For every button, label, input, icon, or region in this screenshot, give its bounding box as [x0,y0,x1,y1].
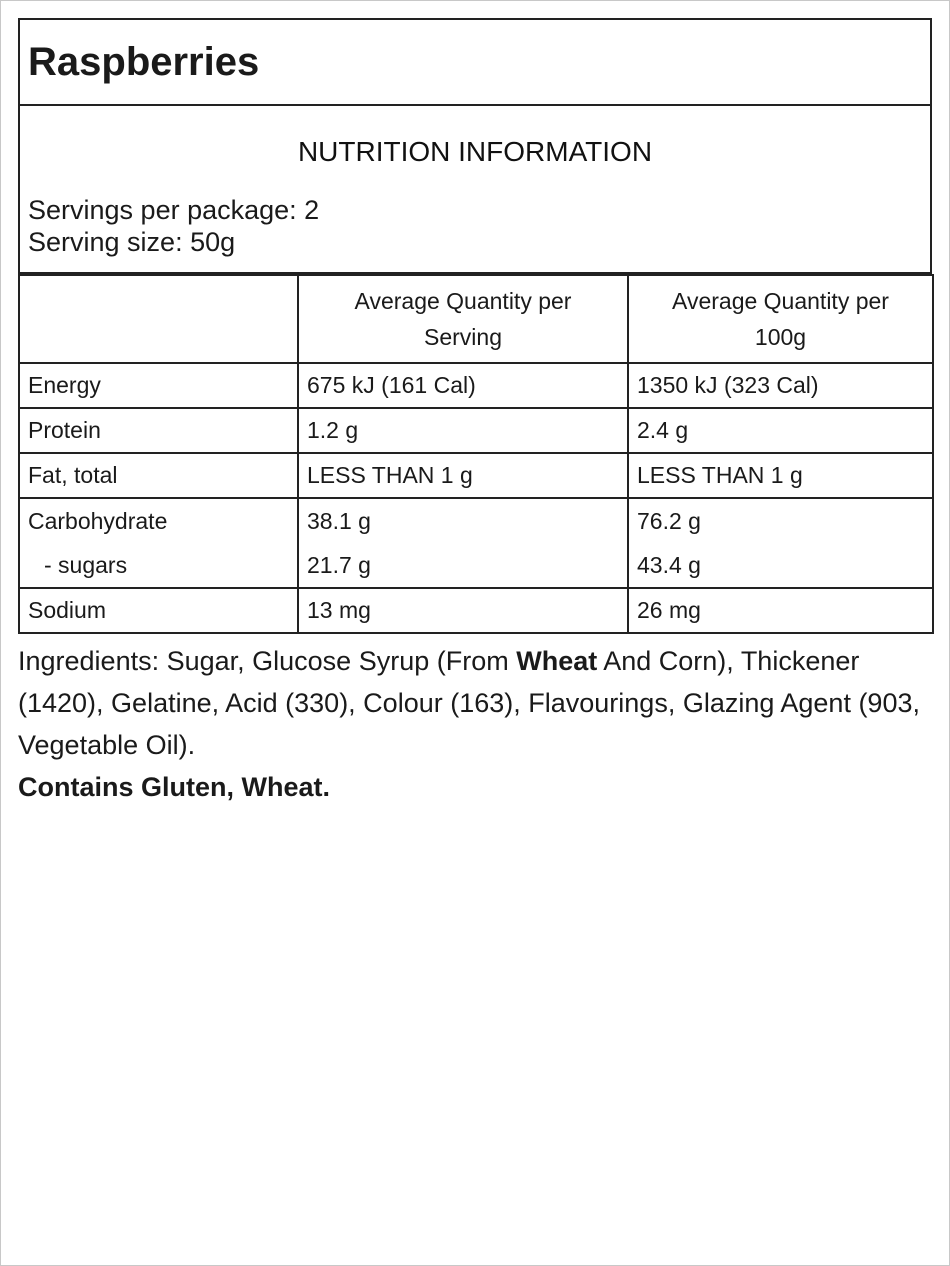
ingredients-prefix: Ingredients: Sugar, Glucose Syrup (From [18,646,517,676]
row-per-serving: LESS THAN 1 g [298,453,628,498]
sub-row-label: - sugars [44,551,128,578]
table-row [19,588,933,633]
table-row [19,363,933,408]
row-per-100g: 2.4 g [628,408,933,453]
row-label: Sodium [19,588,298,633]
servings-info [28,194,319,258]
allergen-statement: Contains Gluten, Wheat. [18,772,331,802]
row-label: Carbohydrate [28,507,168,534]
sub-row-per-100g: 43.4 g [637,551,701,578]
header-per-100g: Average Quantity per 100g [628,275,933,363]
header-blank [19,275,298,363]
servings-per-package: Servings per package: 2 [28,195,320,225]
table-row-carbohydrate [19,498,933,588]
table-row [19,453,933,498]
nutrition-heading: NUTRITION INFORMATION [297,136,653,167]
product-title-box [18,18,932,106]
row-per-serving: 1.2 g [298,408,628,453]
sub-row-per-serving: 21.7 g [307,551,371,578]
ingredients-bold-wheat: Wheat [516,646,598,676]
row-per-100g: 26 mg [628,588,933,633]
nutrition-table [18,274,934,634]
nutrition-panel [18,18,932,634]
row-label-cell [19,498,298,588]
nutrition-info-box [18,106,932,274]
row-per-100g: 1350 kJ (323 Cal) [628,363,933,408]
table-row [19,408,933,453]
row-per-100g: LESS THAN 1 g [628,453,933,498]
row-label: Protein [19,408,298,453]
ingredients-suffix: And Corn), Thickener (1420), Gelatine, Acid (330), Colour (163), Flavourings, Glazing Agent (903, Vegetable Oil). [18,646,920,760]
header-per-serving: Average Quantity per Serving [298,275,628,363]
ingredients-text [18,640,932,766]
product-title: Raspberries [28,39,260,84]
serving-size: Serving size: 50g [28,227,236,257]
row-per-serving: 38.1 g [307,507,371,534]
row-per-100g-cell [628,498,933,588]
row-label: Energy [19,363,298,408]
row-per-100g: 76.2 g [637,507,701,534]
row-per-serving: 675 kJ (161 Cal) [298,363,628,408]
row-label: Fat, total [19,453,298,498]
row-per-serving: 13 mg [298,588,628,633]
table-header-row [19,275,933,363]
row-per-serving-cell [298,498,628,588]
